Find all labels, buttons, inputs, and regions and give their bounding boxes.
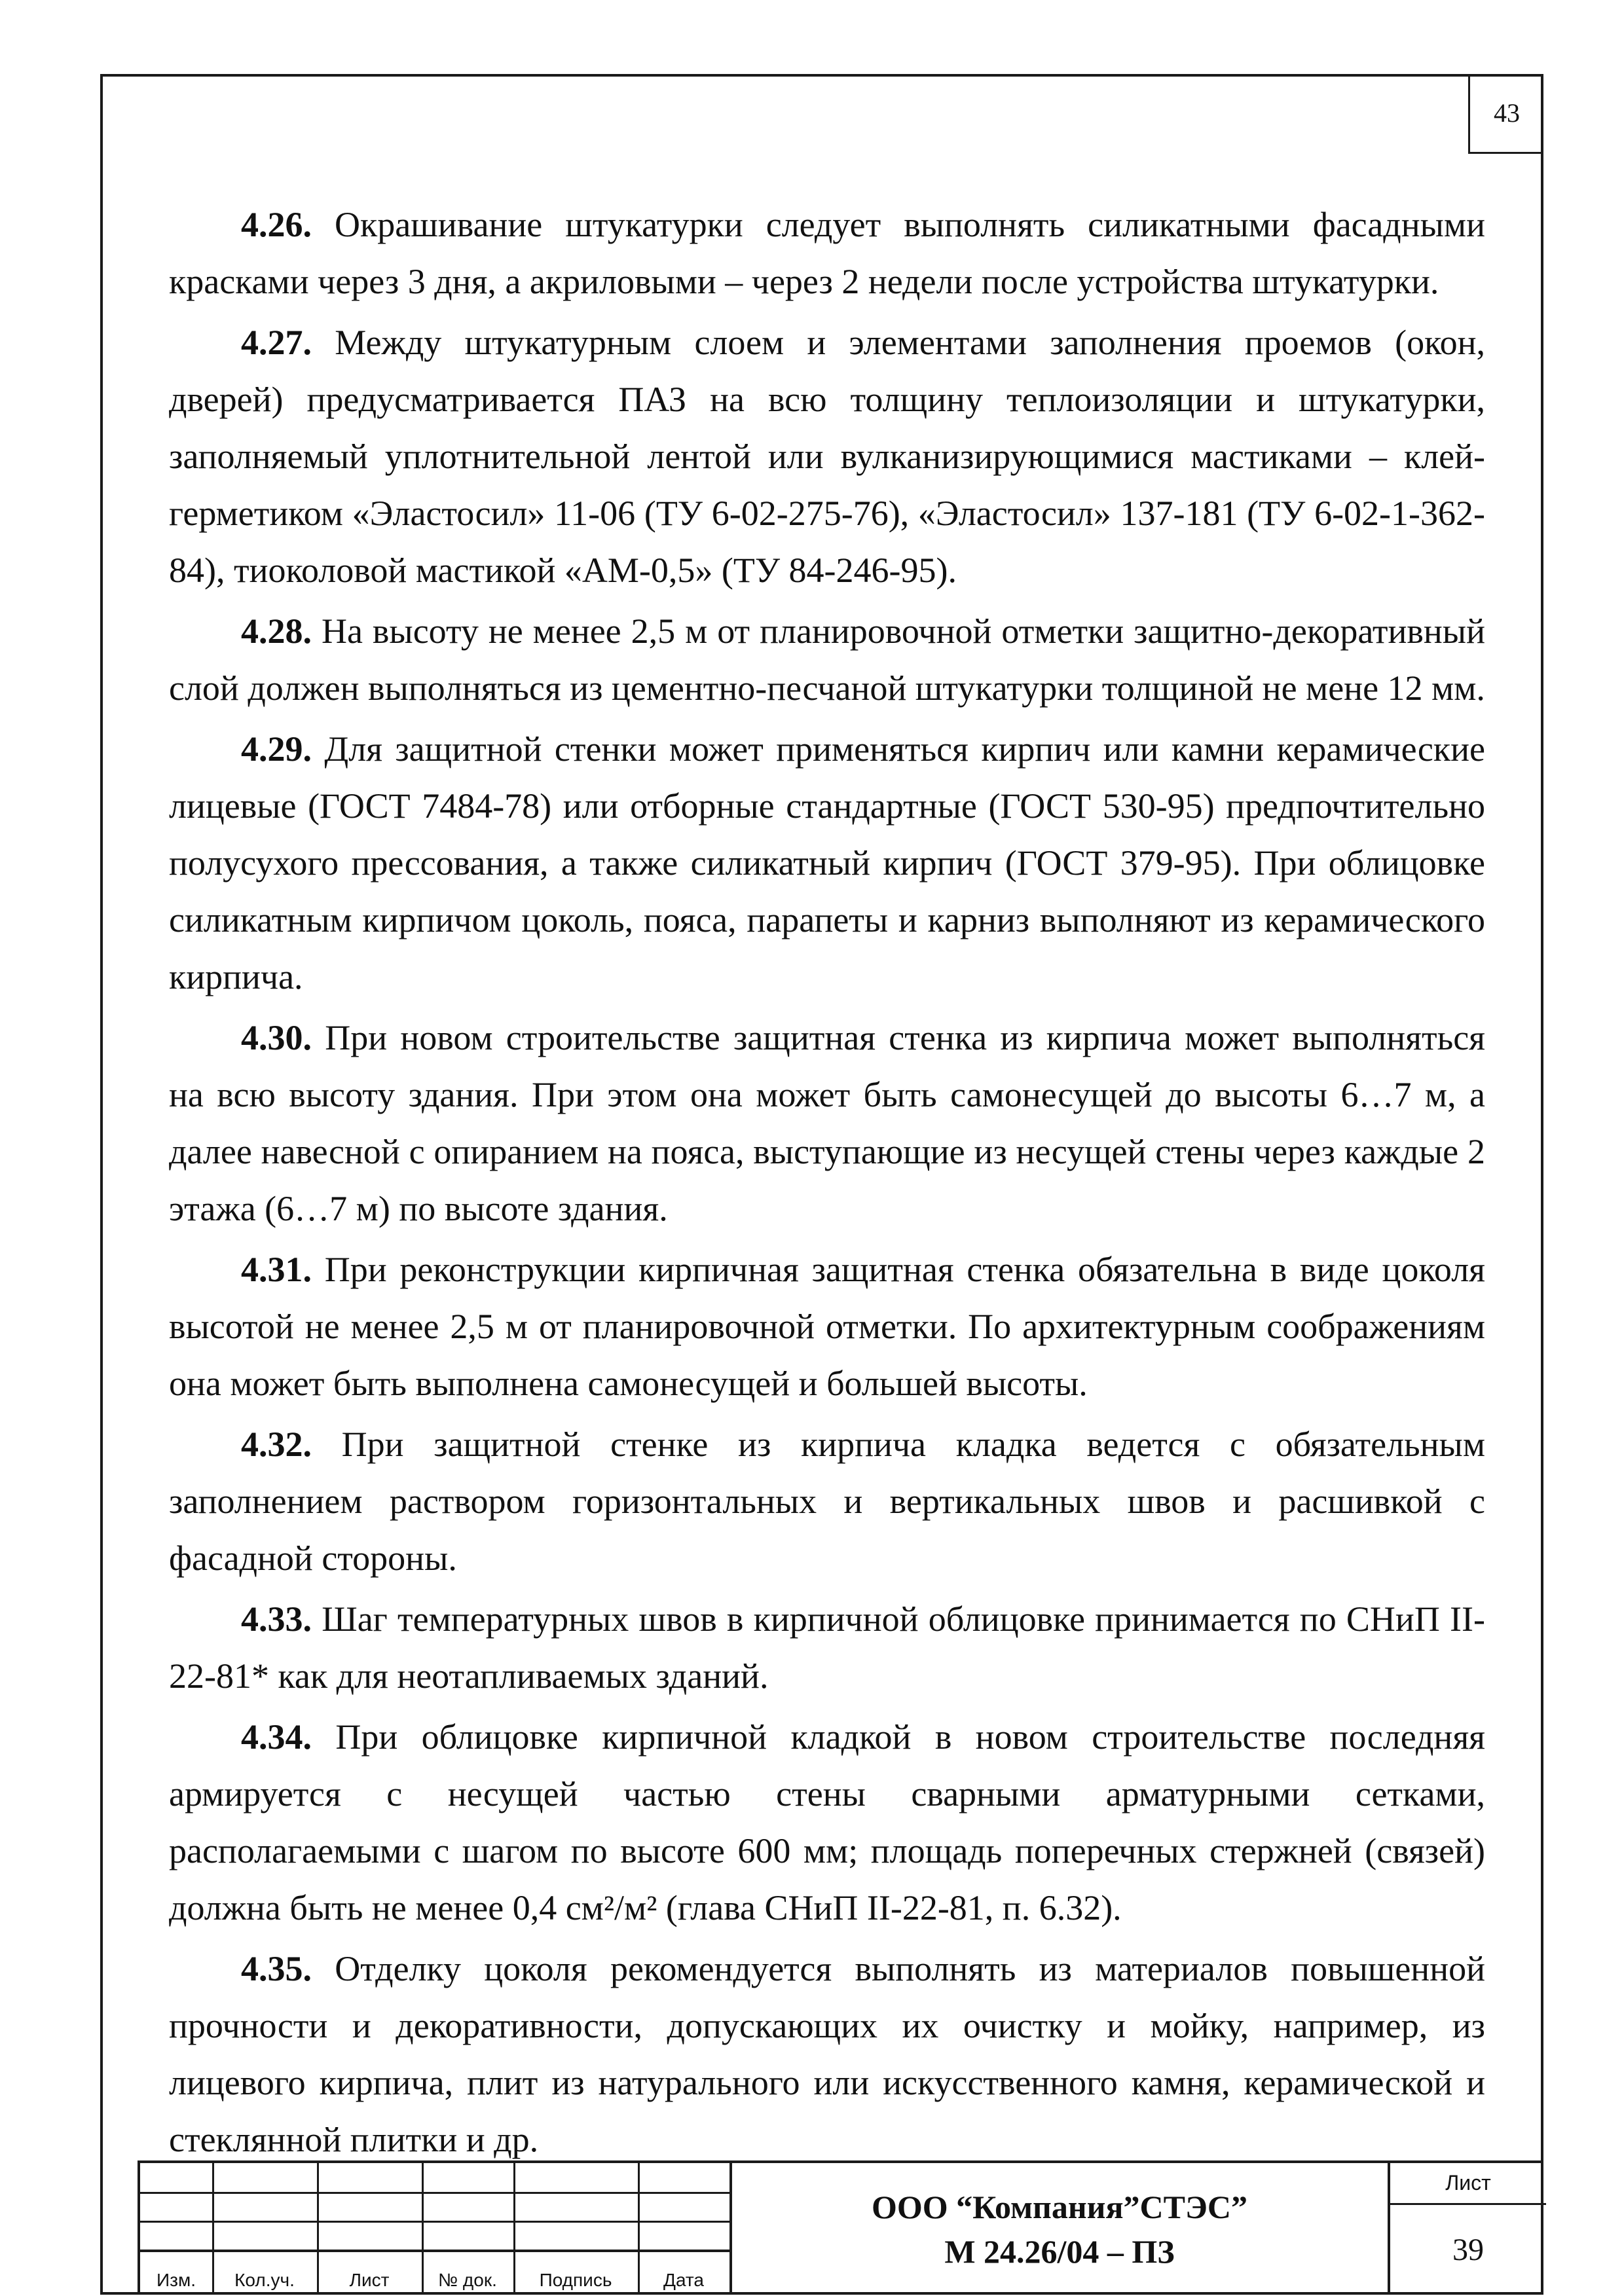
grid-row-line	[140, 2192, 729, 2194]
paragraph-text: При новом строительстве защитная стенка из кирпича может выполняться на всю высоту здания. При этом она может быть самонесущей до высоты 6…7 м, а далее навесной с опиранием на пояса, выступающие из несущей стены через каждые 2 этажа (6…7 м) по высоте здания.	[169, 1018, 1485, 1228]
paragraph	[169, 1709, 1485, 1937]
column-label: Изм.	[157, 2270, 196, 2290]
paragraph-text: При реконструкции кирпичная защитная стенка обязательна в виде цоколя высотой не менее 2,5 м от планировочной отметки. По архитектурным соображениям она может быть выполнена самонесущей и большей высоты.	[169, 1250, 1485, 1403]
body-text	[169, 196, 1485, 2168]
paragraph	[169, 1416, 1485, 1587]
column-label: Дата	[663, 2270, 704, 2290]
paragraph-text: Шаг температурных швов в кирпичной облицовке принимается по СНиП II-22-81* как для неотапливаемых зданий.	[169, 1599, 1485, 1696]
paragraph-text: При облицовке кирпичной кладкой в новом строительстве последняя армируется с несущей частью стены сварными арматурными сетками, располагаемыми с шагом по высоте 600 мм; площадь поперечных стержней (связей) должна быть не менее 0,4 см²/м² (глава СНиП II-22-81, п. 6.32).	[169, 1717, 1485, 1927]
sheet-label-text: Лист	[1445, 2171, 1491, 2195]
paragraph-number: 4.31.	[241, 1250, 312, 1289]
grid-row-line	[140, 2250, 729, 2252]
paragraph	[169, 196, 1485, 310]
paragraph	[169, 1241, 1485, 1412]
paragraph-text: При защитной стенке из кирпича кладка ведется с обязательным заполнением раствором горизонтальных и вертикальных швов и расшивкой с фасадной стороны.	[169, 1425, 1485, 1578]
paragraph-text: Для защитной стенки может применяться кирпич или камни керамические лицевые (ГОСТ 7484-78) или отборные стандартные (ГОСТ 530-95) предпочтительно полусухого прессования, а также силикатный кирпич (ГОСТ 379-95). При облицовке силикатным кирпичом цоколь, пояса, парапеты и карниз выполняют из керамического кирпича.	[169, 729, 1485, 996]
paragraph-text: На высоту не менее 2,5 м от планировочной отметки защитно-декоративный слой должен выполняться из цементно-песчаной штукатурки толщиной не мене 12 мм.	[169, 611, 1485, 708]
document-code: М 24.26/04 – ПЗ	[944, 2232, 1175, 2270]
stamp-center	[732, 2163, 1387, 2295]
top-page-number	[1468, 74, 1543, 154]
paragraph-number: 4.33.	[241, 1599, 312, 1639]
paragraph-number: 4.27.	[241, 323, 312, 362]
paragraph-text: Между штукатурным слоем и элементами заполнения проемов (окон, дверей) предусматривается ПАЗ на всю толщину теплоизоляции и штукатурки, заполняемый уплотнительной лентой или вулканизирующимися мастиками – клей-герметиком «Эластосил» 11-06 (ТУ 6-02-275-76), «Эластосил» 137-181 (ТУ 6-02-1-362-84), тиоколовой мастикой «АМ-0,5» (ТУ 84-246-95).	[169, 323, 1485, 590]
paragraph	[169, 603, 1485, 717]
paragraph	[169, 314, 1485, 599]
paragraph	[169, 1941, 1485, 2168]
sheet-label	[1390, 2163, 1546, 2205]
paragraph-number: 4.32.	[241, 1425, 312, 1464]
company-name: ООО “Компания”СТЭС”	[872, 2188, 1247, 2225]
paragraph-number: 4.35.	[241, 1949, 312, 1988]
revision-grid	[140, 2163, 729, 2295]
column-label: Кол.уч.	[234, 2270, 295, 2290]
top-page-number-text: 43	[1494, 98, 1520, 128]
paragraph-number: 4.30.	[241, 1018, 312, 1057]
column-label: № док.	[438, 2270, 497, 2290]
title-block	[138, 2160, 1543, 2295]
paragraph-number: 4.26.	[241, 205, 312, 244]
sheet-number-text: 39	[1452, 2232, 1484, 2267]
grid-row-line	[140, 2221, 729, 2223]
paragraph	[169, 721, 1485, 1006]
paragraph-text: Отделку цоколя рекомендуется выполнять из материалов повышенной прочности и декоративности, допускающих их очистку и мойку, например, из лицевого кирпича, плит из натурального или искусственного камня, керамической и стеклянной плитки и др.	[169, 1949, 1485, 2159]
paragraph	[169, 1591, 1485, 1705]
paragraph	[169, 1010, 1485, 1237]
column-label: Лист	[349, 2270, 390, 2290]
sheet-number	[1390, 2205, 1546, 2295]
paragraph-number: 4.29.	[241, 729, 312, 769]
column-label: Подпись	[539, 2270, 612, 2290]
paragraph-number: 4.28.	[241, 611, 312, 651]
paragraph-text: Окрашивание штукатурки следует выполнять силикатными фасадными красками через 3 дня, а акриловыми – через 2 недели после устройства штукатурки.	[169, 205, 1485, 301]
paragraph-number: 4.34.	[241, 1717, 312, 1757]
